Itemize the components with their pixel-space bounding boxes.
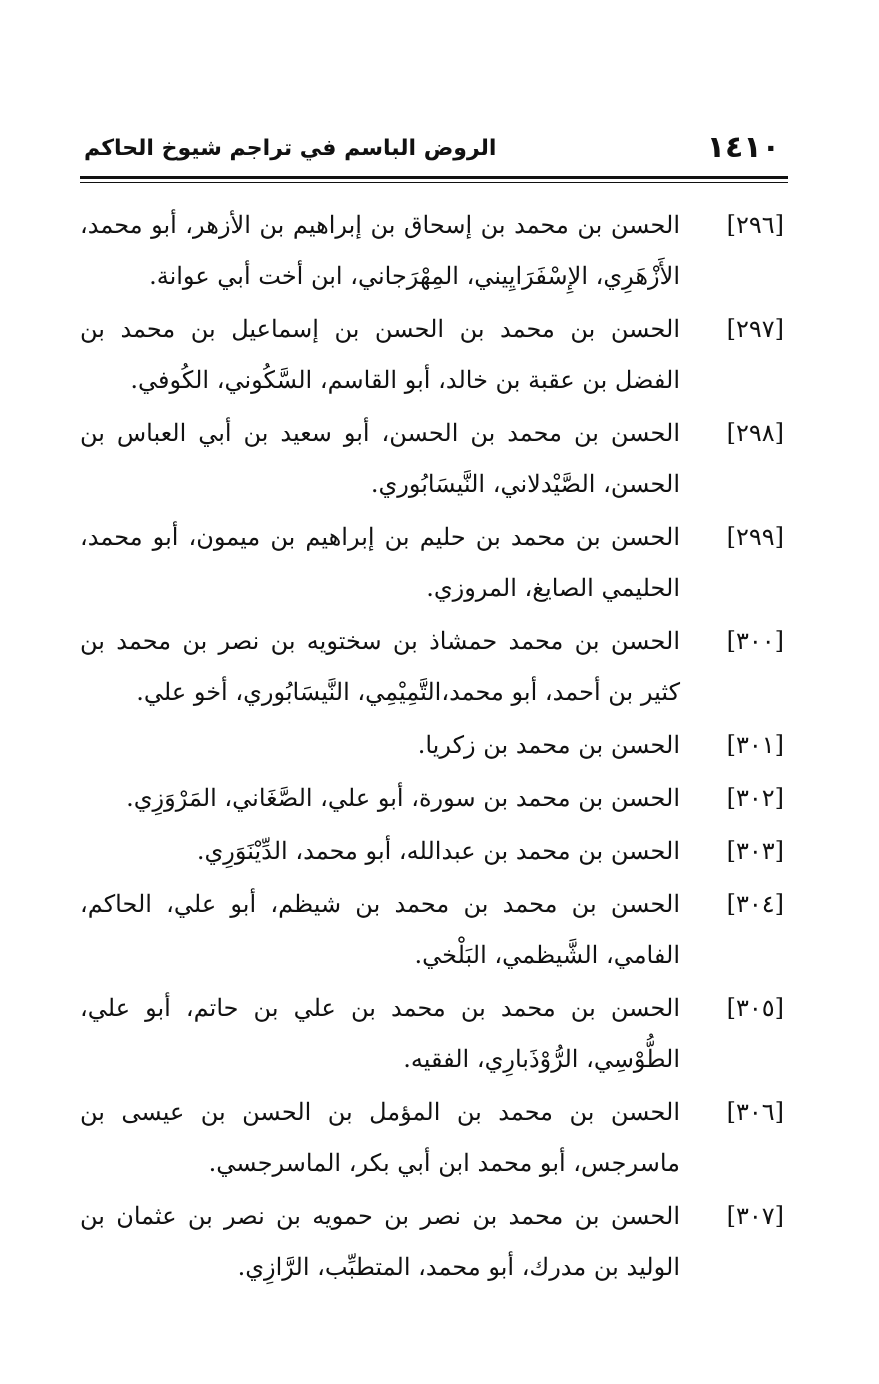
- header-rule-thin: [80, 182, 788, 183]
- entry-300: [80, 616, 784, 718]
- entry-text: الحسن بن محمد بن عبدالله، أبو محمد، الدِّيْنَوَرِي.: [196, 837, 680, 865]
- entry-text: الحسن بن محمد حمشاذ بن سختويه بن نصر بن محمد بن كثير بن أحمد، أبو محمد،التَّمِيْمِي، النَّيسَابُوري، أخو علي.: [80, 627, 680, 706]
- entry-303: [80, 826, 784, 877]
- entry-text: الحسن بن محمد بن إسحاق بن إبراهيم بن الأزهر، أبو محمد، الأَزْهَرِي، الإِسْفَرَايِيني، المِهْرَجاني، ابن أخت أبي عوانة.: [80, 211, 680, 290]
- entry-number: [٣٠٥]: [726, 994, 784, 1022]
- running-title: الروض الباسم في تراجم شيوخ الحاكم: [84, 136, 497, 161]
- entry-text: الحسن بن محمد بن حليم بن إبراهيم بن ميمون، أبو محمد، الحليمي الصايغ، المروزي.: [80, 523, 680, 602]
- entry-number: [٢٩٧]: [726, 315, 784, 343]
- entry-298: [80, 408, 784, 510]
- entry-304: [80, 879, 784, 981]
- entries-list: [80, 200, 784, 1295]
- entry-297: [80, 304, 784, 406]
- entry-number: [٣٠٣]: [726, 837, 784, 865]
- entry-number: [٣٠٧]: [726, 1202, 784, 1230]
- page-header: [80, 126, 784, 174]
- entry-number: [٢٩٦]: [726, 211, 784, 239]
- entry-text: الحسن بن محمد بن المؤمل بن الحسن بن عيسى بن ماسرجس، أبو محمد ابن أبي بكر، الماسرجسي.: [80, 1098, 680, 1177]
- entry-text: الحسن بن محمد بن سورة، أبو علي، الصَّغَاني، المَرْوَزِي.: [126, 784, 680, 812]
- entry-text: الحسن بن محمد بن محمد بن علي بن حاتم، أبو علي، الطُّوْسِي، الرُّوْذَبارِي، الفقيه.: [80, 994, 680, 1073]
- entry-number: [٣٠٦]: [726, 1098, 784, 1126]
- header-rule-thick: [80, 176, 788, 179]
- entry-number: [٢٩٩]: [726, 523, 784, 551]
- entry-296: [80, 200, 784, 302]
- entry-299: [80, 512, 784, 614]
- page-number: ١٤١٠: [706, 130, 780, 165]
- entry-number: [٢٩٨]: [726, 419, 784, 447]
- entry-number: [٣٠٢]: [726, 784, 784, 812]
- entry-text: الحسن بن محمد بن نصر بن حمويه بن نصر بن عثمان بن الوليد بن مدرك، أبو محمد، المتطبِّب، الرَّازِي.: [80, 1202, 680, 1281]
- entry-307: [80, 1191, 784, 1293]
- entry-number: [٣٠٤]: [726, 890, 784, 918]
- entry-text: الحسن بن محمد بن الحسن، أبو سعيد بن أبي العباس بن الحسن، الصَّيْدلاني، النَّيسَابُوري.: [80, 419, 680, 498]
- entry-305: [80, 983, 784, 1085]
- entry-number: [٣٠٠]: [726, 627, 784, 655]
- entry-number: [٣٠١]: [726, 731, 784, 759]
- entry-text: الحسن بن محمد بن محمد بن شيظم، أبو علي، الحاكم، الفامي، الشَّيظمي، البَلْخي.: [80, 890, 680, 969]
- entry-301: [80, 720, 784, 771]
- entry-text: الحسن بن محمد بن الحسن بن إسماعيل بن محمد بن الفضل بن عقبة بن خالد، أبو القاسم، السَّكُوني، الكُوفي.: [80, 315, 680, 394]
- entry-302: [80, 773, 784, 824]
- entry-306: [80, 1087, 784, 1189]
- entry-text: الحسن بن محمد بن زكريا.: [417, 731, 680, 759]
